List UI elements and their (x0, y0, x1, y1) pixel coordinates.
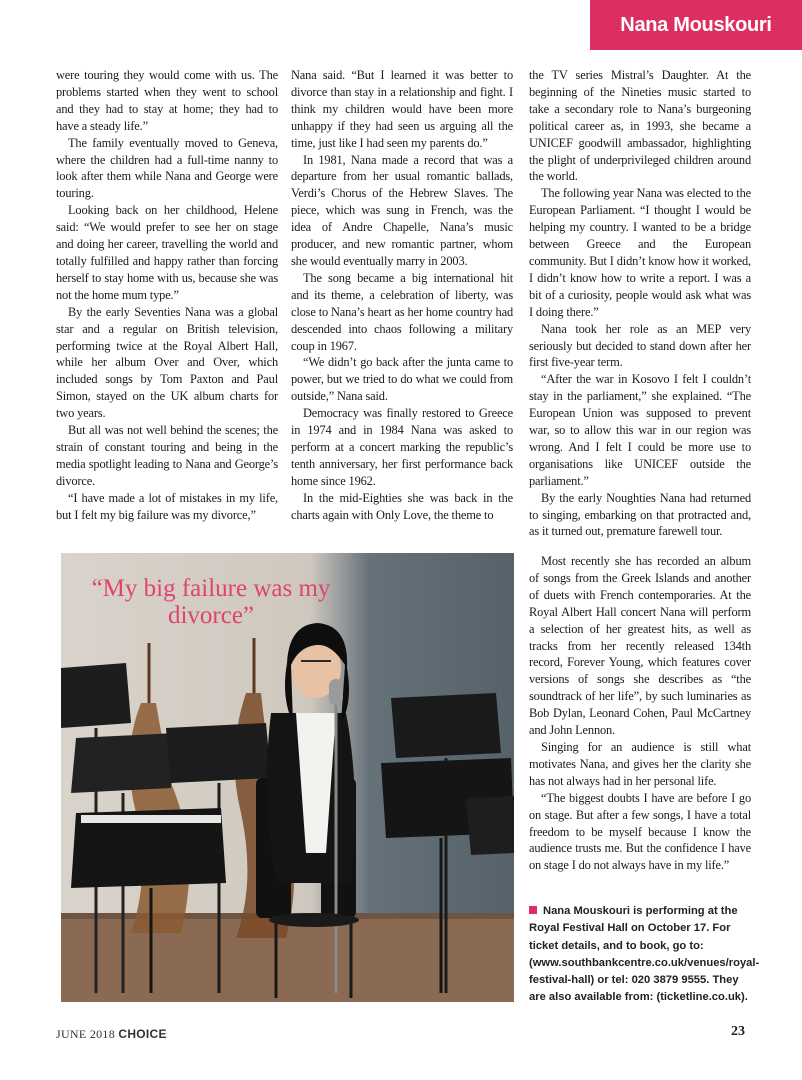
magazine-name: CHOICE (118, 1027, 167, 1041)
paragraph: Nana said. “But I learned it was better to divorce than stay in a relationship and fight. I think my children would have been more unhappy if they had seen us arguing all the time, just like I had seen my parents do.” (291, 68, 513, 150)
paragraph: The song became a big international hit and its theme, a celebration of liberty, was close to Nana’s heart as her home country had descended into chaos following a military coup in 1967. (291, 270, 513, 353)
paragraph: By the early Noughties Nana had returned to singing, embarking on that protracted and, as it turned out, premature farewell tour. (529, 490, 751, 539)
page-number: 23 (731, 1024, 745, 1039)
paragraph: Most recently she has recorded an album of songs from the Greek Islands and another of duets with French contemporaries. At the Royal Albert Hall concert Nana will perform a selection of her greatest hits, as well as tracks from her recently released 134th record, Forever Young, which features cover versions of songs she describes as “the soundtrack of her life”, by such luminaries as Bob Dylan, Leonard Cohen, Paul McCartney and John Lennon. (529, 554, 751, 738)
footer-issue (56, 1027, 167, 1042)
event-info-text: Nana Mouskouri is performing at the Royal Festival Hall on October 17. For ticket details, and to book, go to: (www.southbankcentre.co.uk/venues/royal-festival-hall) or tel: 020 3879 9555. They are also available from: (ticketline.co.uk). (529, 905, 760, 1004)
pull-quote: “My big failure was my divorce” (91, 575, 331, 629)
paragraph: But all was not well behind the scenes; the strain of constant touring and being in the media spotlight leading to Nana and George’s divorce. (56, 423, 278, 488)
event-info-box (529, 903, 760, 1007)
issue-date: JUNE 2018 (56, 1027, 116, 1041)
feature-photo (61, 553, 514, 1002)
paragraph: In the mid-Eighties she was back in the charts again with Only Love, the theme to (291, 490, 513, 522)
paragraph: “I have made a lot of mistakes in my life, but I felt my big failure was my divorce,” (56, 490, 278, 522)
paragraph: Singing for an audience is still what motivates Nana, and gives her the clarity she has not always had in her personal life. (529, 739, 751, 788)
paragraph: “The biggest doubts I have are before I go on stage. But after a few songs, I have a total freedom to be myself because I know the audience trusts me. But the confidence I have on stage I do not always have in my life.” (529, 790, 751, 873)
paragraph: the TV series Mistral’s Daughter. At the beginning of the Nineties music started to take a secondary role to Nana’s burgeoning political career as, in 1993, she became a UNICEF goodwill ambassador, highlighting the plight of underprivileged children around the world. (529, 68, 751, 184)
article-column-2 (291, 67, 513, 523)
bullet-square-icon (529, 906, 537, 914)
paragraph: Nana took her role as an MEP very seriously but decided to stand down after her first five-year term. (529, 321, 751, 370)
section-banner: Nana Mouskouri (590, 0, 802, 50)
paragraph: Looking back on her childhood, Helene said: “We would prefer to see her on stage and doing her career, travelling the world and totally fulfilled and happy rather than forcing herself to stay home with us, because she was not the home mum type.” (56, 203, 278, 302)
paragraph: In 1981, Nana made a record that was a departure from her usual romantic ballads, Verdi’s Chorus of the Hebrew Slaves. The piece, which was sung in French, was the idea of Andre Chapelle, Nana’s music producer, and new romantic partner, whom she would eventually marry in 2003. (291, 152, 513, 268)
paragraph: Democracy was finally restored to Greece in 1974 and in 1984 Nana was asked to perform at a concert marking the republic’s tenth anniversary, her first performance back home since 1962. (291, 406, 513, 488)
article-column-1 (56, 67, 278, 523)
article-column-3-continued (529, 553, 751, 874)
paragraph: By the early Seventies Nana was a global star and a regular on British television, performing twice at the Royal Albert Hall, while her album Over and Over, which included songs by Tom Paxton and Paul Simon, stayed on the UK album charts for two years. (56, 304, 278, 421)
paragraph: The following year Nana was elected to the European Parliament. “I thought I would be helping my country. I wanted to be a bridge between Greece and the European community. But I didn’t know how it worked, I didn’t know how to write a report. I was a bit of a curiosity, people would ask what was I doing there.” (529, 186, 751, 319)
paragraph: “We didn’t go back after the junta came to power, but we tried to do what we could from outside,” Nana said. (291, 355, 513, 404)
paragraph: The family eventually moved to Geneva, where the children had a full-time nanny to look after them while Nana and George were touring. (56, 135, 278, 201)
paragraph: “After the war in Kosovo I felt I couldn’t stay in the parliament,” she explained. “The European Union was supposed to prevent war, so to allow this war in our region was wrong. And I felt I could be more use to organisations like UNICEF outside the parliament.” (529, 372, 751, 488)
article-column-3 (529, 67, 751, 540)
paragraph: were touring they would come with us. The problems started when they went to school and they had to stay at home; they had to have a steady life.” (56, 68, 278, 133)
